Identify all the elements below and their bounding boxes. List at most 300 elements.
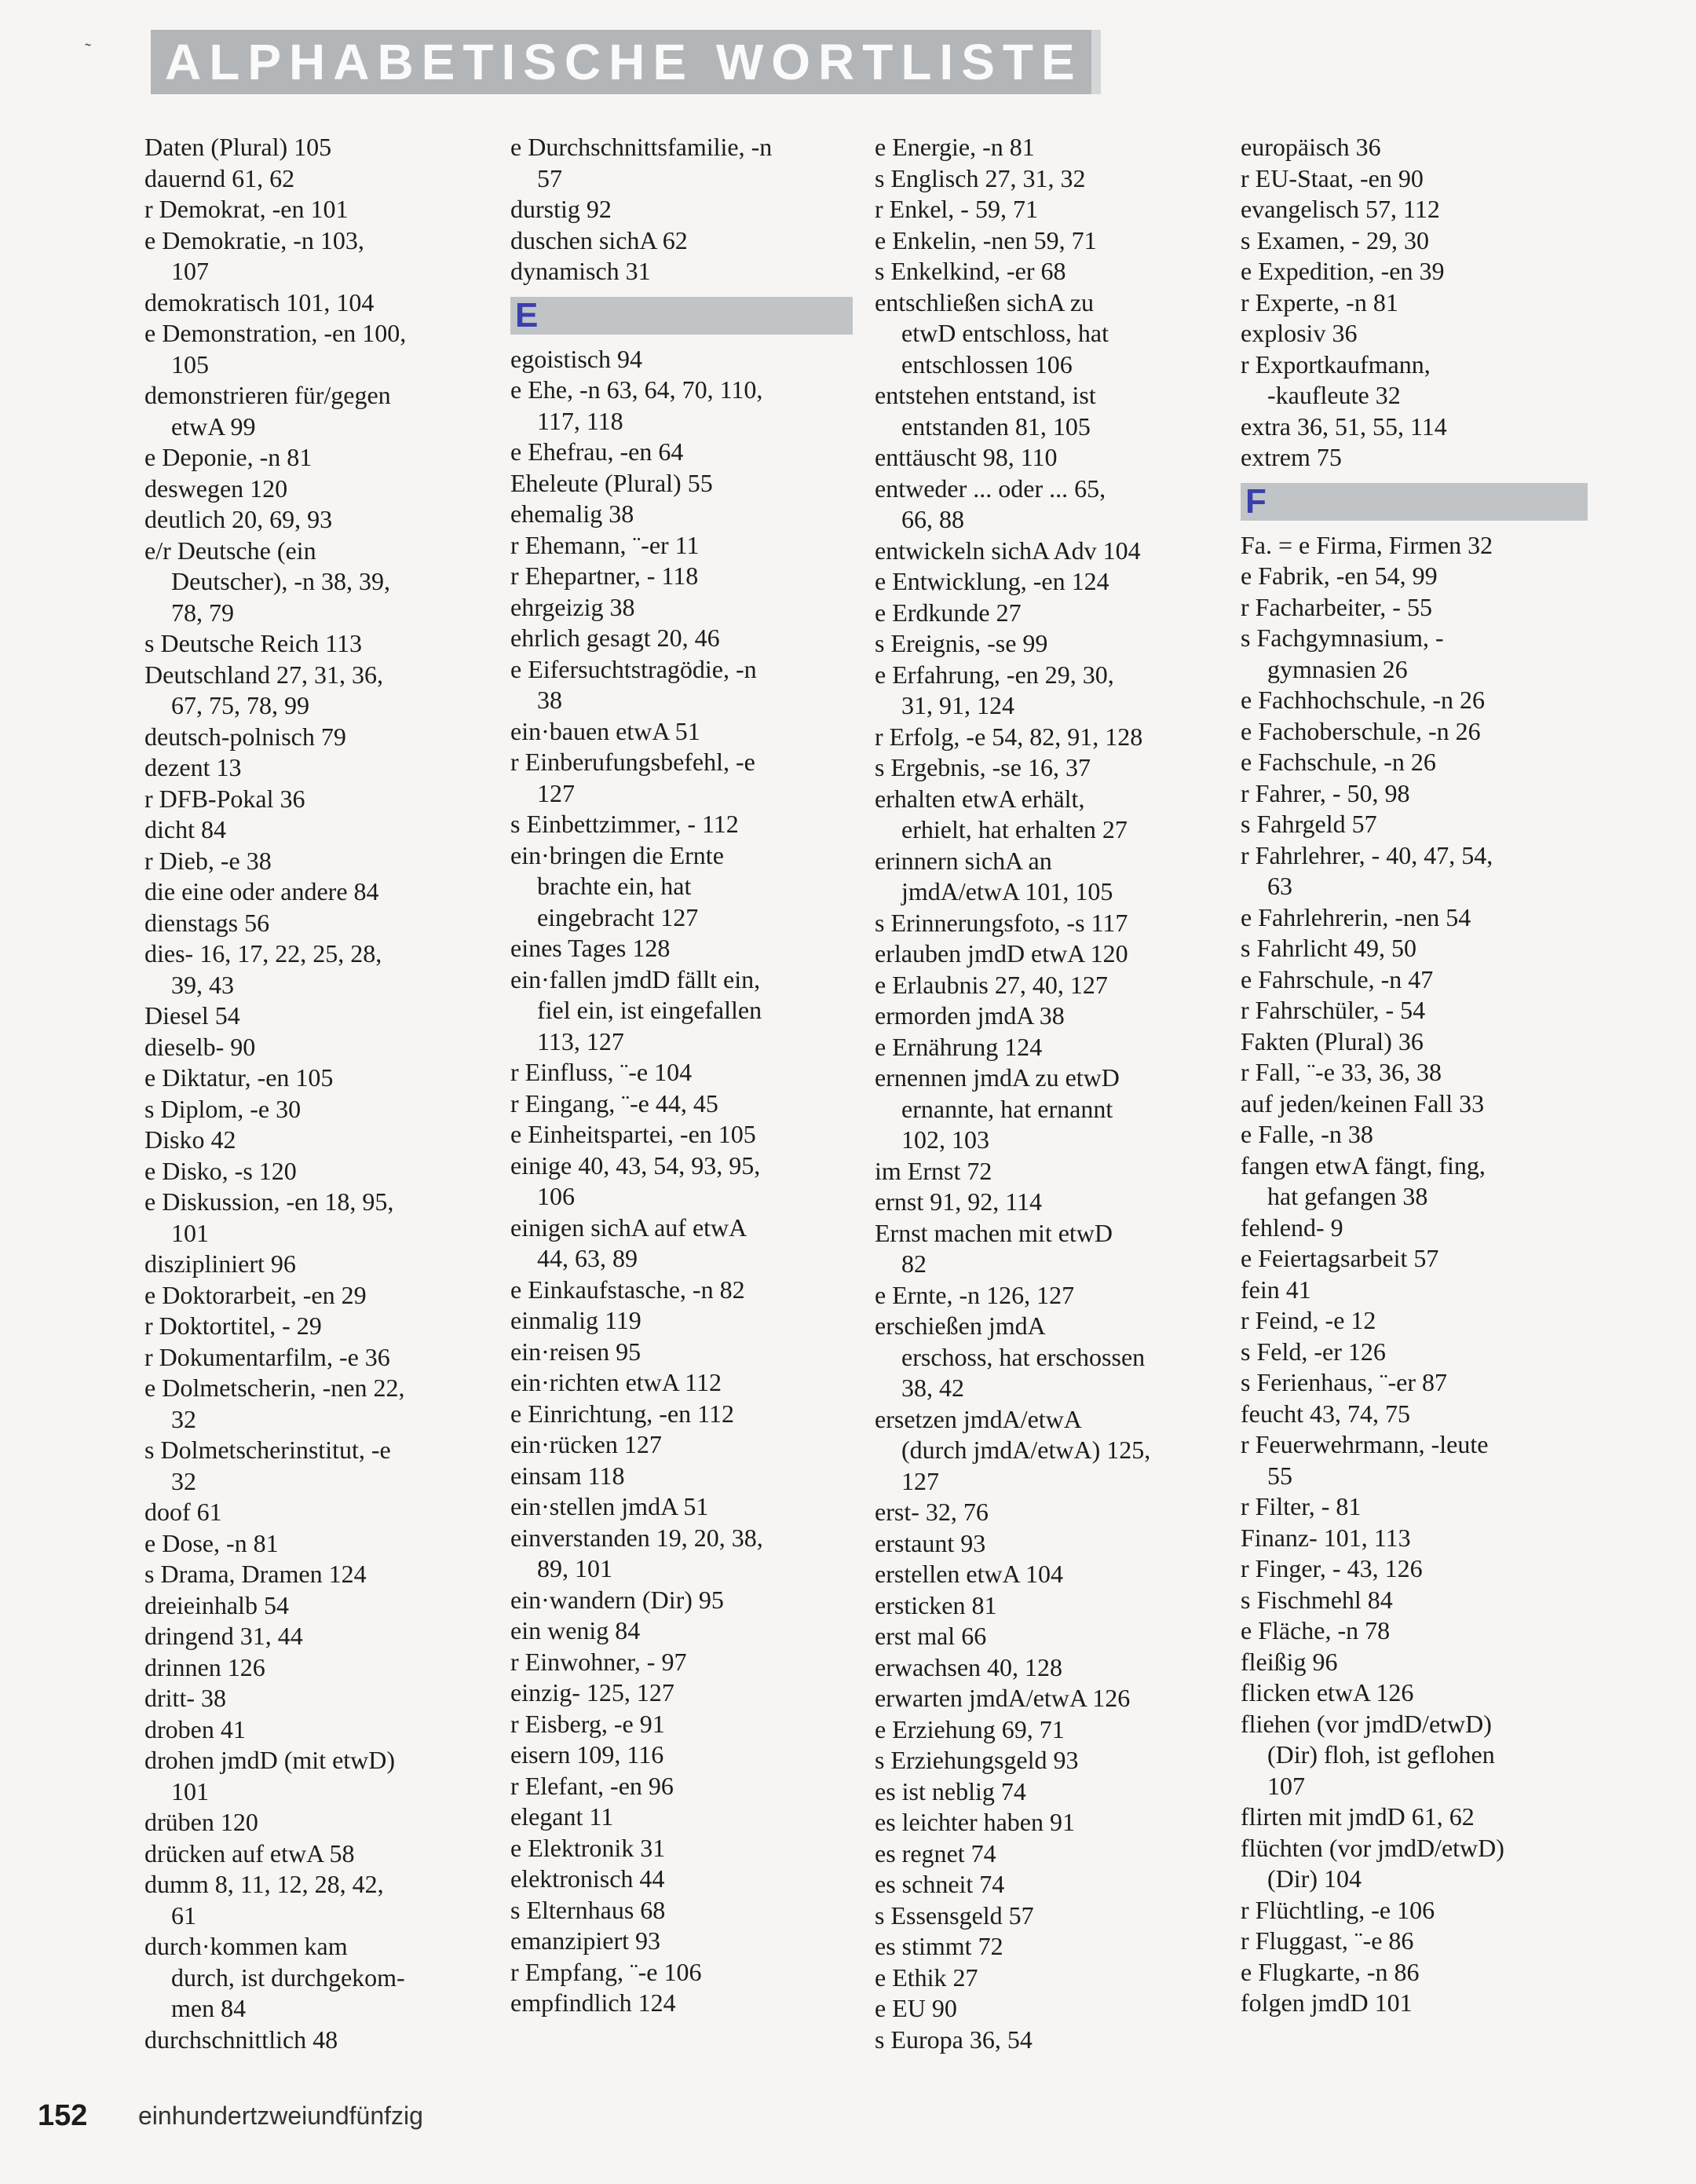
word-entry: [1241, 623, 1610, 685]
word-entry: [1241, 1367, 1610, 1399]
word-entry: [510, 1429, 879, 1461]
entry-continuation: 31, 91, 124: [901, 691, 1014, 719]
word-entry: [144, 504, 514, 536]
entry-line: r Ehepartner, - 118: [510, 562, 699, 590]
entry-line: emanzipiert 93: [510, 1926, 661, 1955]
entry-continuation: jmdA/etwA 101, 105: [901, 877, 1113, 905]
section-letter: F: [1241, 483, 1588, 521]
entry-line: ein·stellen jmdA 51: [510, 1492, 709, 1520]
entry-line: folgen jmdD 101: [1241, 1988, 1413, 2017]
word-entry: [510, 1057, 879, 1088]
word-entry: [144, 2025, 514, 2056]
word-entry: [1241, 1119, 1610, 1151]
entry-line: r EU-Staat, -en 90: [1241, 163, 1424, 192]
word-entry: [1241, 1957, 1610, 1988]
word-entry: [510, 1895, 879, 1926]
entry-continuation: 32: [171, 1466, 196, 1495]
entry-line: e Enkelin, -nen 59, 71: [875, 225, 1097, 254]
word-entry: [144, 1869, 514, 1931]
word-entry: [1241, 1833, 1610, 1895]
entry-continuation: ernannte, hat ernannt: [901, 1094, 1113, 1123]
entry-continuation: 63: [1267, 872, 1292, 900]
word-entry: [510, 499, 879, 530]
entry-line: e Demonstration, -en 100,: [144, 319, 407, 347]
word-entry: [875, 474, 1244, 536]
word-entry: [1241, 1305, 1610, 1337]
word-entry: [510, 964, 879, 1058]
entry-continuation: gymnasien 26: [1267, 654, 1408, 683]
entry-line: dreieinhalb 54: [144, 1590, 289, 1619]
entry-line: drinnen 126: [144, 1652, 265, 1681]
entry-continuation: 44, 63, 89: [537, 1244, 638, 1272]
entry-line: e Einheitspartei, -en 105: [510, 1120, 756, 1148]
entry-line: e Ernte, -n 126, 127: [875, 1280, 1075, 1309]
entry-line: s Erziehungsgeld 93: [875, 1746, 1079, 1774]
word-entry: [1241, 964, 1610, 996]
word-entry: [510, 437, 879, 468]
entry-continuation: (Dir) floh, ist geflohen: [1267, 1740, 1495, 1769]
entry-line: r Einwohner, - 97: [510, 1647, 687, 1676]
entry-line: durchschnittlich 48: [144, 2025, 338, 2054]
entry-line: einigen sichA auf etwA: [510, 1213, 747, 1242]
entry-line: s Einbettzimmer, - 112: [510, 810, 739, 838]
word-entry: [1241, 318, 1610, 349]
word-entry: [1241, 592, 1610, 624]
entry-line: s Elternhaus 68: [510, 1895, 666, 1924]
word-entry: [144, 722, 514, 753]
word-entry: [510, 1647, 879, 1678]
entry-line: s Ferienhaus, ¨-er 87: [1241, 1368, 1448, 1396]
entry-line: e Einkaufstasche, -n 82: [510, 1275, 745, 1304]
entry-continuation: 38, 42: [901, 1374, 964, 1402]
word-entry: [144, 752, 514, 784]
entry-continuation: 106: [537, 1182, 575, 1210]
entry-line: duschen sichA 62: [510, 225, 688, 254]
entry-line: erst- 32, 76: [875, 1498, 989, 1526]
word-entry: [144, 1373, 514, 1435]
word-entry: [510, 1957, 879, 1988]
entry-continuation: (durch jmdA/etwA) 125,: [901, 1436, 1151, 1464]
entry-line: s Fahrgeld 57: [1241, 810, 1377, 838]
entry-line: s Fachgymnasium, -: [1241, 624, 1444, 652]
word-entry: [1241, 256, 1610, 287]
entry-line: r Flüchtling, -e 106: [1241, 1895, 1435, 1924]
word-entry: [875, 225, 1244, 257]
entry-continuation: erschoss, hat erschossen: [901, 1342, 1146, 1371]
word-entry: [875, 1869, 1244, 1900]
word-entry: [144, 1249, 514, 1280]
word-entry: [875, 536, 1244, 567]
entry-line: Finanz- 101, 113: [1241, 1523, 1411, 1552]
entry-continuation: 105: [171, 349, 209, 379]
word-entry: [875, 1187, 1244, 1218]
entry-line: erstaunt 93: [875, 1528, 986, 1557]
word-entry: [875, 970, 1244, 1001]
entry-continuation: entschlossen 106: [901, 349, 1073, 379]
word-entry: [144, 628, 514, 660]
word-entry: [510, 375, 879, 437]
word-entry: [144, 814, 514, 846]
word-entry: [144, 442, 514, 474]
word-column-3: [875, 132, 1244, 2055]
word-entry: [875, 1063, 1244, 1156]
entry-line: eisern 109, 116: [510, 1740, 664, 1769]
word-entry: [875, 194, 1244, 225]
entry-line: ein·bauen etwA 51: [510, 716, 700, 745]
word-entry: [144, 1931, 514, 2025]
entry-line: Deutschland 27, 31, 36,: [144, 660, 383, 689]
word-entry: [1241, 1491, 1610, 1523]
entry-line: r Demokrat, -en 101: [144, 195, 349, 223]
entry-line: dezent 13: [144, 753, 242, 781]
entry-line: erst mal 66: [875, 1622, 987, 1650]
word-column-4: [1241, 132, 1610, 2019]
word-entry: [1241, 561, 1610, 592]
word-entry: [144, 1311, 514, 1342]
word-entry: [1241, 163, 1610, 195]
entry-line: r Eisberg, -e 91: [510, 1709, 665, 1738]
word-entry: [1241, 412, 1610, 443]
entry-line: e Fahrschule, -n 47: [1241, 964, 1434, 993]
word-entry: [510, 1367, 879, 1399]
word-entry: [1241, 902, 1610, 934]
entry-line: e Dose, -n 81: [144, 1528, 279, 1557]
entry-line: e Erlaubnis 27, 40, 127: [875, 970, 1108, 999]
entry-line: e Ernährung 124: [875, 1032, 1043, 1061]
entry-line: durstig 92: [510, 195, 612, 223]
word-entry: [1241, 1988, 1610, 2019]
entry-line: r Filter, - 81: [1241, 1492, 1362, 1520]
entry-line: r Fahrer, - 50, 98: [1241, 778, 1410, 807]
entry-line: s Feld, -er 126: [1241, 1337, 1386, 1366]
word-entry: [1241, 747, 1610, 778]
entry-line: evangelisch 57, 112: [1241, 195, 1440, 223]
entry-line: e Erziehung 69, 71: [875, 1714, 1065, 1743]
entry-line: r Erfolg, -e 54, 82, 91, 128: [875, 722, 1143, 751]
word-entry: [875, 163, 1244, 195]
entry-continuation: 107: [171, 257, 209, 285]
entry-line: ein·fallen jmdD fällt ein,: [510, 964, 761, 993]
entry-line: dies- 16, 17, 22, 25, 28,: [144, 939, 382, 968]
word-entry: [144, 1032, 514, 1063]
entry-line: im Ernst 72: [875, 1156, 992, 1185]
entry-line: ein wenig 84: [510, 1616, 641, 1644]
entry-line: e Diktatur, -en 105: [144, 1063, 334, 1092]
entry-line: dritt- 38: [144, 1684, 226, 1712]
word-entry: [144, 1497, 514, 1528]
entry-line: Ernst machen mit etwD: [875, 1218, 1113, 1247]
word-entry: [875, 1714, 1244, 1746]
entry-line: s Drama, Dramen 124: [144, 1560, 367, 1588]
entry-line: diszipliniert 96: [144, 1249, 296, 1278]
word-entry: [510, 1677, 879, 1709]
word-entry: [875, 1528, 1244, 1560]
entry-continuation: 78, 79: [171, 598, 234, 627]
entry-continuation: eingebracht 127: [537, 902, 699, 931]
word-entry: [144, 225, 514, 287]
entry-continuation: brachte ein, hat: [537, 872, 692, 900]
word-entry: [144, 1094, 514, 1125]
word-entry: [875, 908, 1244, 939]
word-entry: [1241, 1057, 1610, 1088]
entry-line: s Enkelkind, -er 68: [875, 257, 1066, 285]
word-entry: [1241, 530, 1610, 562]
entry-line: egoistisch 94: [510, 344, 642, 373]
entry-line: s Dolmetscherinstitut, -e: [144, 1436, 391, 1464]
word-entry: [1241, 1926, 1610, 1957]
entry-line: Diesel 54: [144, 1001, 240, 1030]
word-entry: [144, 876, 514, 908]
entry-line: ernst 91, 92, 114: [875, 1187, 1043, 1216]
entry-line: durch·kommen kam: [144, 1932, 348, 1960]
word-entry: [875, 628, 1244, 660]
entry-line: demonstrieren für/gegen: [144, 381, 391, 409]
word-entry: [1241, 1553, 1610, 1585]
entry-line: einmalig 119: [510, 1306, 641, 1334]
entry-line: deutsch-polnisch 79: [144, 722, 346, 751]
word-entry: [510, 933, 879, 964]
entry-line: elektronisch 44: [510, 1864, 665, 1893]
entry-line: ehrgeizig 38: [510, 592, 635, 621]
word-entry: [510, 1491, 879, 1523]
entry-continuation: 107: [1267, 1771, 1305, 1800]
word-entry: [1241, 287, 1610, 319]
word-entry: [510, 592, 879, 624]
entry-line: flüchten (vor jmdD/etwD): [1241, 1833, 1504, 1862]
word-entry: [510, 344, 879, 375]
entry-line: e Energie, -n 81: [875, 133, 1035, 161]
word-entry: [875, 1900, 1244, 1932]
word-entry: [510, 530, 879, 562]
word-entry: [1241, 1585, 1610, 1616]
entry-line: e Ethik 27: [875, 1963, 978, 1992]
word-entry: [510, 1305, 879, 1337]
entry-line: r Fluggast, ¨-e 86: [1241, 1926, 1414, 1955]
entry-line: fliehen (vor jmdD/etwD): [1241, 1709, 1492, 1738]
entry-line: r Finger, - 43, 126: [1241, 1554, 1423, 1582]
entry-line: es regnet 74: [875, 1838, 996, 1868]
word-entry: [144, 1590, 514, 1622]
entry-line: droben 41: [144, 1714, 246, 1743]
entry-line: e Disko, -s 120: [144, 1156, 297, 1185]
word-entry: [875, 566, 1244, 598]
entry-line: feucht 43, 74, 75: [1241, 1399, 1410, 1428]
entry-line: e Erdkunde 27: [875, 598, 1022, 627]
entry-line: r Experte, -n 81: [1241, 287, 1398, 316]
entry-line: Daten (Plural) 105: [144, 133, 332, 161]
entry-line: ersticken 81: [875, 1590, 997, 1619]
entry-line: erwarten jmdA/etwA 126: [875, 1684, 1131, 1712]
entry-line: r DFB-Pokal 36: [144, 784, 305, 813]
word-entry: [144, 1187, 514, 1249]
entry-continuation: 39, 43: [171, 970, 234, 999]
word-entry: [1241, 1088, 1610, 1120]
entry-line: explosiv 36: [1241, 319, 1358, 347]
entry-line: r Einberufungsbefehl, -e: [510, 748, 755, 776]
entry-continuation: fiel ein, ist eingefallen: [537, 996, 762, 1024]
entry-line: s Erinnerungsfoto, -s 117: [875, 908, 1128, 937]
ink-smudge: ˜: [85, 41, 91, 61]
entry-line: es ist neblig 74: [875, 1776, 1026, 1805]
entry-line: e Entwicklung, -en 124: [875, 567, 1109, 595]
entry-line: ein·richten etwA 112: [510, 1368, 722, 1396]
word-entry: [875, 1993, 1244, 2025]
word-entry: [144, 1838, 514, 1870]
word-entry: [1241, 840, 1610, 902]
entry-line: s Ereignis, -se 99: [875, 629, 1048, 657]
word-entry: [144, 1001, 514, 1032]
word-entry: [510, 1399, 879, 1430]
word-entry: [144, 1807, 514, 1838]
word-entry: [510, 716, 879, 748]
entry-line: s Europa 36, 54: [875, 2025, 1033, 2054]
entry-line: e Deponie, -n 81: [144, 443, 313, 471]
word-entry: [875, 1683, 1244, 1714]
entry-line: erinnern sichA an: [875, 846, 1052, 875]
word-entry: [144, 1745, 514, 1807]
entry-line: e Fabrik, -en 54, 99: [1241, 562, 1438, 590]
entry-continuation: men 84: [171, 1994, 247, 2022]
word-entry: [875, 784, 1244, 846]
word-entry: [510, 1864, 879, 1895]
entry-line: deswegen 120: [144, 474, 288, 503]
entry-line: s Examen, - 29, 30: [1241, 225, 1429, 254]
word-entry: [875, 287, 1244, 381]
word-entry: [1241, 1709, 1610, 1802]
entry-line: s Fischmehl 84: [1241, 1585, 1393, 1614]
entry-line: e Fachoberschule, -n 26: [1241, 716, 1481, 745]
entry-line: ersetzen jmdA/etwA: [875, 1404, 1082, 1433]
entry-line: auf jeden/keinen Fall 33: [1241, 1088, 1485, 1118]
entry-line: es schneit 74: [875, 1870, 1005, 1898]
entry-continuation: etwA 99: [171, 412, 256, 441]
entry-line: empfindlich 124: [510, 1988, 676, 2017]
entry-continuation: etwD entschloss, hat: [901, 319, 1109, 347]
entry-continuation: -kaufleute 32: [1267, 381, 1401, 409]
entry-line: e Elektronik 31: [510, 1833, 666, 1862]
word-entry: [510, 1802, 879, 1833]
word-entry: [510, 1337, 879, 1368]
word-entry: [1241, 1523, 1610, 1554]
entry-line: e Flugkarte, -n 86: [1241, 1957, 1420, 1986]
word-entry: [1241, 132, 1610, 163]
word-entry: [144, 1156, 514, 1187]
word-entry: [510, 468, 879, 499]
word-entry: [875, 1497, 1244, 1528]
entry-line: es stimmt 72: [875, 1932, 1003, 1960]
entry-line: e EU 90: [875, 1994, 957, 2022]
word-entry: [1241, 442, 1610, 474]
word-entry: [144, 938, 514, 1001]
word-entry: [1241, 778, 1610, 810]
word-entry: [510, 1213, 879, 1275]
word-entry: [1241, 225, 1610, 257]
word-entry: [1241, 1151, 1610, 1213]
word-entry: [875, 2025, 1244, 2056]
word-entry: [1241, 1275, 1610, 1306]
entry-line: ein·bringen die Ernte: [510, 840, 724, 869]
entry-line: erhalten etwA erhält,: [875, 784, 1085, 813]
word-entry: [1241, 685, 1610, 716]
word-entry: [144, 908, 514, 939]
entry-continuation: entstanden 81, 105: [901, 412, 1091, 441]
word-column-1: [144, 132, 514, 2055]
word-entry: [510, 623, 879, 654]
entry-line: r Ehemann, ¨-er 11: [510, 530, 700, 559]
word-entry: [875, 256, 1244, 287]
entry-line: r Eingang, ¨-e 44, 45: [510, 1088, 718, 1118]
word-entry: [510, 1988, 879, 2019]
entry-continuation: 127: [901, 1466, 939, 1495]
entry-line: r Exportkaufmann,: [1241, 349, 1431, 379]
entry-continuation: 127: [537, 778, 575, 807]
entry-line: erstellen etwA 104: [875, 1560, 1063, 1588]
entry-line: e Fahrlehrerin, -nen 54: [1241, 902, 1471, 931]
entry-line: e Eifersuchtstragödie, -n: [510, 654, 757, 683]
word-entry: [875, 846, 1244, 908]
entry-continuation: erhielt, hat erhalten 27: [901, 815, 1128, 843]
entry-line: ein·rücken 127: [510, 1430, 662, 1458]
entry-continuation: 89, 101: [537, 1554, 612, 1582]
entry-line: s Ergebnis, -se 16, 37: [875, 753, 1091, 781]
word-entry: [875, 752, 1244, 784]
entry-continuation: durch, ist durchgekom-: [171, 1963, 405, 1992]
word-entry: [510, 1709, 879, 1740]
entry-line: s Fahrlicht 49, 50: [1241, 934, 1416, 962]
entry-line: r Fahrschüler, - 54: [1241, 996, 1426, 1024]
word-entry: [875, 1218, 1244, 1280]
entry-line: flicken etwA 126: [1241, 1678, 1414, 1707]
entry-line: s Deutsche Reich 113: [144, 629, 362, 657]
word-entry: [875, 1001, 1244, 1032]
word-entry: [144, 1559, 514, 1590]
word-entry: [510, 654, 879, 716]
entry-line: s Englisch 27, 31, 32: [875, 163, 1086, 192]
entry-line: dieselb- 90: [144, 1032, 256, 1061]
word-entry: [1241, 1026, 1610, 1058]
entry-line: ein·reisen 95: [510, 1337, 641, 1366]
entry-line: extra 36, 51, 55, 114: [1241, 412, 1447, 441]
entry-line: drohen jmdD (mit etwD): [144, 1746, 396, 1774]
word-entry: [875, 598, 1244, 629]
word-entry: [510, 1833, 879, 1864]
entry-continuation: 102, 103: [901, 1125, 989, 1154]
entry-continuation: 32: [171, 1404, 196, 1433]
word-entry: [1241, 194, 1610, 225]
entry-line: e Einrichtung, -en 112: [510, 1399, 734, 1428]
entry-line: eines Tages 128: [510, 934, 671, 962]
entry-line: e Ehe, -n 63, 64, 70, 110,: [510, 375, 763, 404]
entry-line: Disko 42: [144, 1125, 236, 1154]
entry-line: drüben 120: [144, 1808, 258, 1836]
word-entry: [510, 1771, 879, 1802]
entry-continuation: (Dir) 104: [1267, 1864, 1362, 1893]
entry-line: dumm 8, 11, 12, 28, 42,: [144, 1870, 384, 1898]
entry-line: e Diskussion, -en 18, 95,: [144, 1187, 394, 1216]
entry-line: Fakten (Plural) 36: [1241, 1026, 1424, 1055]
entry-continuation: 101: [171, 1776, 209, 1805]
word-entry: [875, 1590, 1244, 1622]
entry-line: r Dieb, -e 38: [144, 846, 272, 875]
word-entry: [510, 840, 879, 934]
entry-continuation: 66, 88: [901, 505, 964, 533]
entry-line: e Fachhochschule, -n 26: [1241, 686, 1486, 714]
entry-line: e Durchschnittsfamilie, -n: [510, 133, 773, 161]
entry-line: ein·wandern (Dir) 95: [510, 1585, 724, 1614]
entry-line: r Einfluss, ¨-e 104: [510, 1058, 693, 1086]
word-entry: [510, 1615, 879, 1647]
entry-continuation: 55: [1267, 1461, 1292, 1490]
